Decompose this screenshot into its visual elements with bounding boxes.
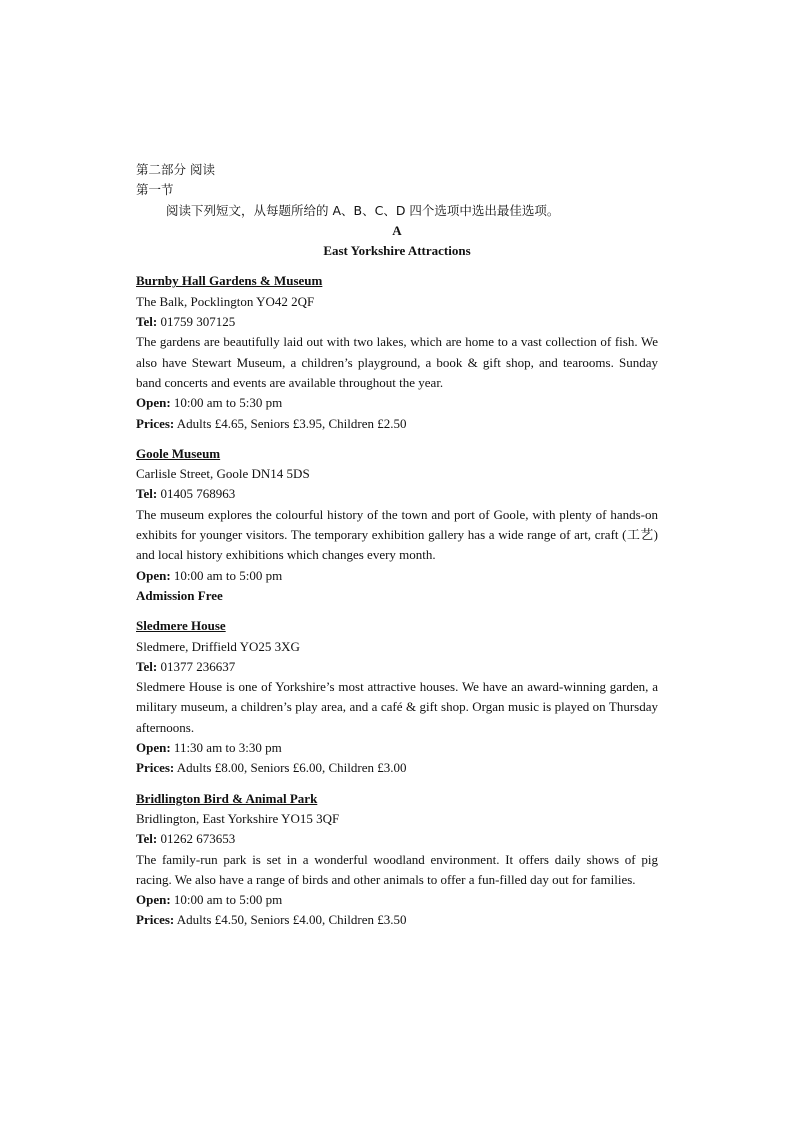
prices-label: Prices:: [136, 760, 175, 776]
tel-label: Tel:: [136, 658, 158, 674]
prices-value: Adults £4.50, Seniors £4.00, Children £3.50: [174, 912, 407, 928]
attraction-prices: [136, 758, 658, 778]
attraction-burnby-hall: [136, 271, 658, 433]
prices-label: Prices:: [136, 912, 175, 928]
open-label: Open:: [136, 740, 171, 756]
attraction-description: The family-run park is set in a wonderful woodland environment. It offers daily shows of pig racing. We also have a range of birds and other animals to offer a fun-filled day out for families.: [136, 851, 658, 887]
attraction-address: The Balk, Pocklington YO42 2QF: [136, 293, 315, 309]
attraction-name: Sledmere House: [136, 618, 226, 634]
admission-free: Admission Free: [136, 587, 223, 603]
attraction-description: The museum explores the colourful history of the town and port of Goole, with plenty of hands-on exhibits for younger visitors. The temporary exhibition gallery has a wide range of art, craft (工艺) and local history exhibitions which changes every month.: [136, 506, 658, 563]
prices-value: Adults £4.65, Seniors £3.95, Children £2.50: [174, 415, 407, 431]
prices-label: Prices:: [136, 415, 175, 431]
sub-title: 第一节: [136, 182, 174, 198]
attraction-goole-museum: [136, 444, 658, 606]
attraction-open: [136, 738, 658, 758]
open-hours: 10:00 am to 5:00 pm: [170, 567, 283, 583]
attraction-address: Bridlington, East Yorkshire YO15 3QF: [136, 810, 340, 826]
tel-label: Tel:: [136, 831, 158, 847]
prices-value: Adults £8.00, Seniors £6.00, Children £3.00: [174, 760, 407, 776]
attraction-name: Goole Museum: [136, 445, 221, 461]
tel-number: 01759 307125: [157, 314, 236, 330]
open-hours: 11:30 am to 3:30 pm: [170, 740, 282, 756]
attraction-open: [136, 566, 658, 586]
attraction-description: The gardens are beautifully laid out with two lakes, which are home to a vast collection of fish. We also have Stewart Museum, a children’s playground, a book & gift shop, and tearooms. Sunday band concerts and events are available throughout the year.: [136, 334, 658, 390]
passage-title: East Yorkshire Attractions: [323, 243, 471, 259]
attraction-prices: [136, 910, 658, 930]
passage-letter: A: [392, 222, 402, 238]
attraction-open: [136, 890, 658, 910]
attraction-description: Sledmere House is one of Yorkshire’s most attractive houses. We have an award-winning garden, a military museum, a children’s play area, and a café & gift shop. Organ music is played on Thursday afternoons.: [136, 679, 658, 735]
open-hours: 10:00 am to 5:30 pm: [170, 395, 283, 411]
tel-label: Tel:: [136, 314, 158, 330]
tel-number: 01405 768963: [157, 486, 236, 502]
attraction-open: [136, 393, 658, 413]
open-label: Open:: [136, 395, 171, 411]
attraction-name: Bridlington Bird & Animal Park: [136, 790, 318, 806]
open-label: Open:: [136, 567, 171, 583]
attraction-tel: [136, 312, 658, 332]
tel-number: 01377 236637: [157, 658, 236, 674]
reading-section: [136, 160, 658, 931]
attraction-prices: [136, 414, 658, 434]
attraction-tel: [136, 657, 658, 677]
attraction-address: Carlisle Street, Goole DN14 5DS: [136, 466, 310, 482]
attraction-address: Sledmere, Driffield YO25 3XG: [136, 638, 300, 654]
tel-label: Tel:: [136, 486, 158, 502]
attraction-tel: [136, 829, 658, 849]
attraction-sledmere-house: [136, 616, 658, 778]
tel-number: 01262 673653: [157, 831, 236, 847]
attraction-bridlington-park: [136, 789, 658, 931]
open-hours: 10:00 am to 5:00 pm: [170, 892, 283, 908]
attraction-name: Burnby Hall Gardens & Museum: [136, 273, 323, 289]
instruction: 阅读下列短文，从每题所给的 A、B、C、D 四个选项中选出最佳选项。: [166, 202, 560, 218]
part-title: 第二部分 阅读: [136, 162, 215, 177]
attraction-tel: [136, 484, 658, 504]
open-label: Open:: [136, 892, 171, 908]
